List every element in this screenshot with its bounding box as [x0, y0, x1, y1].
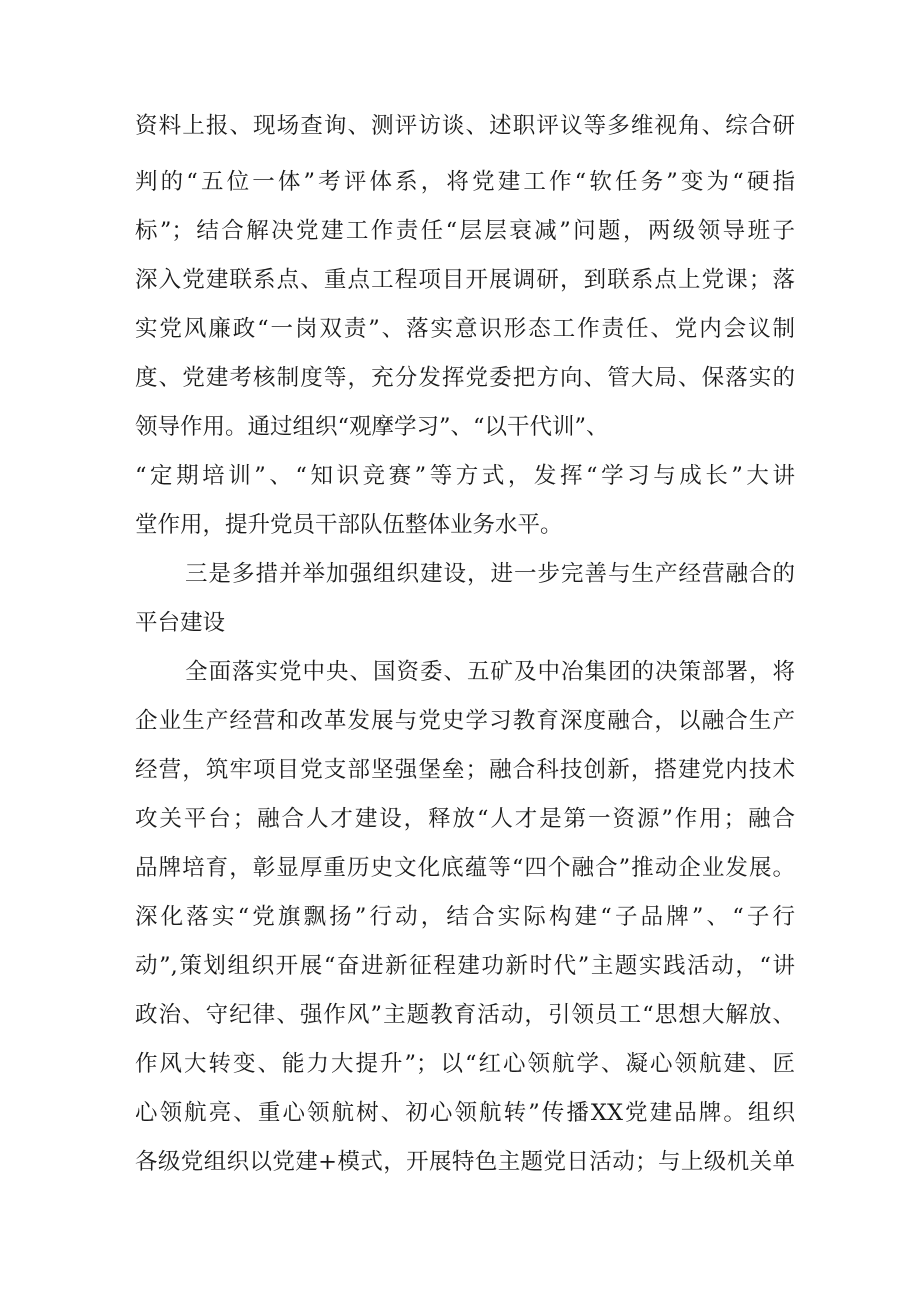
paragraph-line: 动”,策划组织开展“奋进新征程建功新时代”主题实践活动，“讲	[135, 953, 795, 979]
paragraph-line: 资料上报、现场查询、测评访谈、述职评议等多维视角、综合研	[135, 113, 795, 139]
paragraph-line: 各级党组织以党建+模式，开展特色主题党日活动；与上级机关单	[135, 1149, 795, 1175]
section-heading-line: 三是多措并举加强组织建设，进一步完善与生产经营融合的	[185, 561, 795, 587]
paragraph-line: 实党风廉政“一岗双责”、落实意识形态工作责任、党内会议制	[135, 316, 795, 342]
paragraph-line: “定期培训”、“知识竞赛”等方式，发挥“学习与成长”大讲	[135, 463, 795, 489]
paragraph-line: 品牌培育，彰显厚重历史文化底蕴等“四个融合”推动企业发展。	[135, 855, 795, 881]
paragraph-line: 深入党建联系点、重点工程项目开展调研，到联系点上党课；落	[135, 267, 795, 293]
paragraph-line: 领导作用。通过组织“观摩学习”、“以干代训”、	[135, 414, 609, 440]
paragraph-line: 企业生产经营和改革发展与党史学习教育深度融合，以融合生产	[135, 708, 795, 734]
paragraph-line: 经营，筑牢项目党支部坚强堡垒；融合科技创新，搭建党内技术	[135, 757, 795, 783]
paragraph-line: 深化落实“党旗飘扬”行动，结合实际构建“子品牌”、“子行	[135, 904, 795, 930]
paragraph-line: 堂作用，提升党员干部队伍整体业务水平。	[135, 512, 563, 538]
paragraph-line: 攻关平台；融合人才建设，释放“人才是第一资源”作用；融合	[135, 806, 795, 832]
paragraph-line: 标”；结合解决党建工作责任“层层衰减”问题，两级领导班子	[135, 218, 795, 244]
paragraph-line: 全面落实党中央、国资委、五矿及中冶集团的决策部署，将	[185, 659, 795, 685]
paragraph-line: 心领航亮、重心领航树、初心领航转”传播XX党建品牌。组织	[135, 1100, 795, 1126]
paragraph-line: 作风大转变、能力大提升”；以“红心领航学、凝心领航建、匠	[135, 1051, 795, 1077]
section-heading-line: 平台建设	[135, 610, 226, 636]
paragraph-line: 判的“五位一体”考评体系，将党建工作“软任务”变为“硬指	[135, 169, 795, 195]
paragraph-line: 度、党建考核制度等，充分发挥党委把方向、管大局、保落实的	[135, 365, 795, 391]
paragraph-line: 政治、守纪律、强作风”主题教育活动，引领员工“思想大解放、	[135, 1002, 795, 1028]
